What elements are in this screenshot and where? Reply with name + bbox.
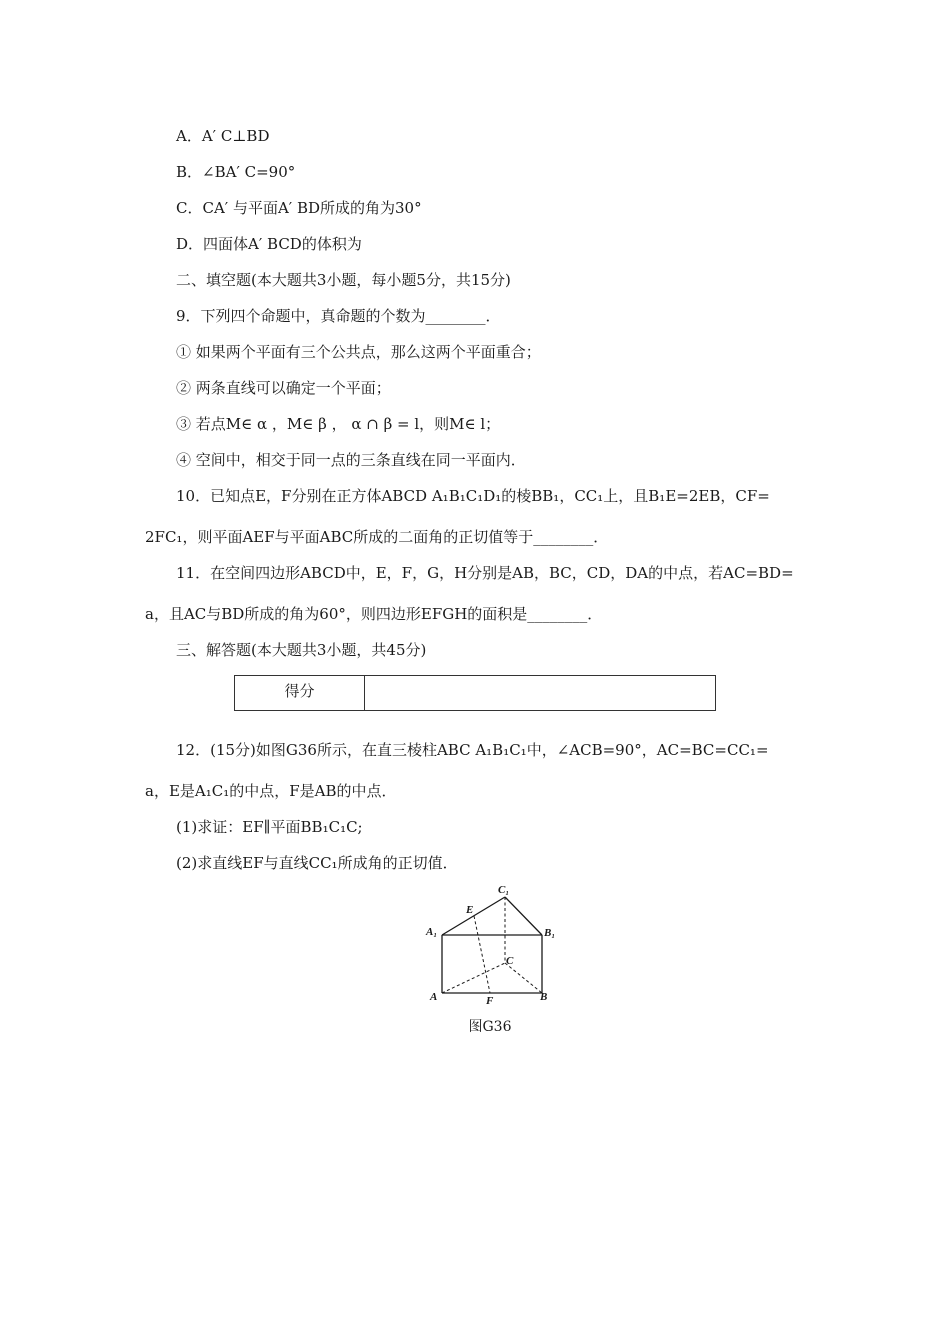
section-2-heading: 二、填空题(本大题共3小题，每小题5分，共15分)	[176, 271, 511, 289]
question-11-line-2: a，且AC与BD所成的角为60°，则四边形EFGH的面积是________．	[145, 605, 603, 623]
question-12-part-2: (2)求直线EF与直线CC₁所成角的正切值．	[176, 854, 458, 872]
option-a: A．A′ C⊥BD	[176, 127, 270, 145]
question-9: 9．下列四个命题中，真命题的个数为________．	[176, 307, 501, 325]
label-e: E	[466, 904, 474, 916]
question-10-line-1: 10．已知点E，F分别在正方体ABCD A₁B₁C₁D₁的棱BB₁，CC₁上，且B₁E=2EB，CF=	[176, 487, 770, 505]
label-f: F	[486, 995, 494, 1007]
prism-figure	[420, 880, 560, 1010]
label-a: A	[430, 991, 438, 1003]
question-9-item-2: ② 两条直线可以确定一个平面；	[176, 379, 391, 397]
label-a1: A₁	[426, 926, 438, 938]
edge-a1-c1	[442, 897, 505, 935]
edge-c-b	[505, 963, 542, 993]
question-12-line-1: 12．(15分)如图G36所示，在直三棱柱ABC A₁B₁C₁中，∠ACB=90°，AC=BC=CC₁=	[176, 741, 769, 759]
question-9-item-1: ① 如果两个平面有三个公共点，那么这两个平面重合；	[176, 343, 541, 361]
label-c1: C₁	[498, 884, 510, 896]
option-c: C．CA′ 与平面A′ BD所成的角为30°	[176, 199, 422, 217]
segment-e-f	[474, 916, 490, 993]
option-d: D．四面体A′ BCD的体积为	[176, 235, 362, 253]
edge-c1-b1	[505, 897, 542, 935]
question-11-line-1: 11．在空间四边形ABCD中，E，F，G，H分别是AB，BC，CD，DA的中点，若AC=BD=	[176, 564, 794, 582]
section-3-heading: 三、解答题(本大题共3小题，共45分)	[176, 641, 427, 659]
question-9-item-3: ③ 若点M∈ α ，M∈ β ， α ∩ β = l，则M∈ l；	[176, 415, 501, 433]
score-value[interactable]	[365, 676, 715, 710]
question-12-line-2: a，E是A₁C₁的中点，F是AB的中点．	[145, 782, 397, 800]
figure-caption: 图G36	[468, 1019, 512, 1035]
score-label: 得分	[235, 676, 365, 710]
label-b: B	[540, 991, 548, 1003]
option-b: B．∠BA′ C=90°	[176, 163, 296, 181]
question-9-item-4: ④ 空间中，相交于同一点的三条直线在同一平面内．	[176, 451, 526, 469]
question-10-line-2: 2FC₁，则平面AEF与平面ABC所成的二面角的正切值等于________．	[145, 528, 609, 546]
label-c: C	[506, 955, 514, 967]
score-box	[234, 675, 716, 711]
edge-a-c	[442, 963, 505, 993]
label-b1: B₁	[544, 927, 556, 939]
question-12-part-1: (1)求证：EF∥平面BB₁C₁C;	[176, 818, 363, 836]
